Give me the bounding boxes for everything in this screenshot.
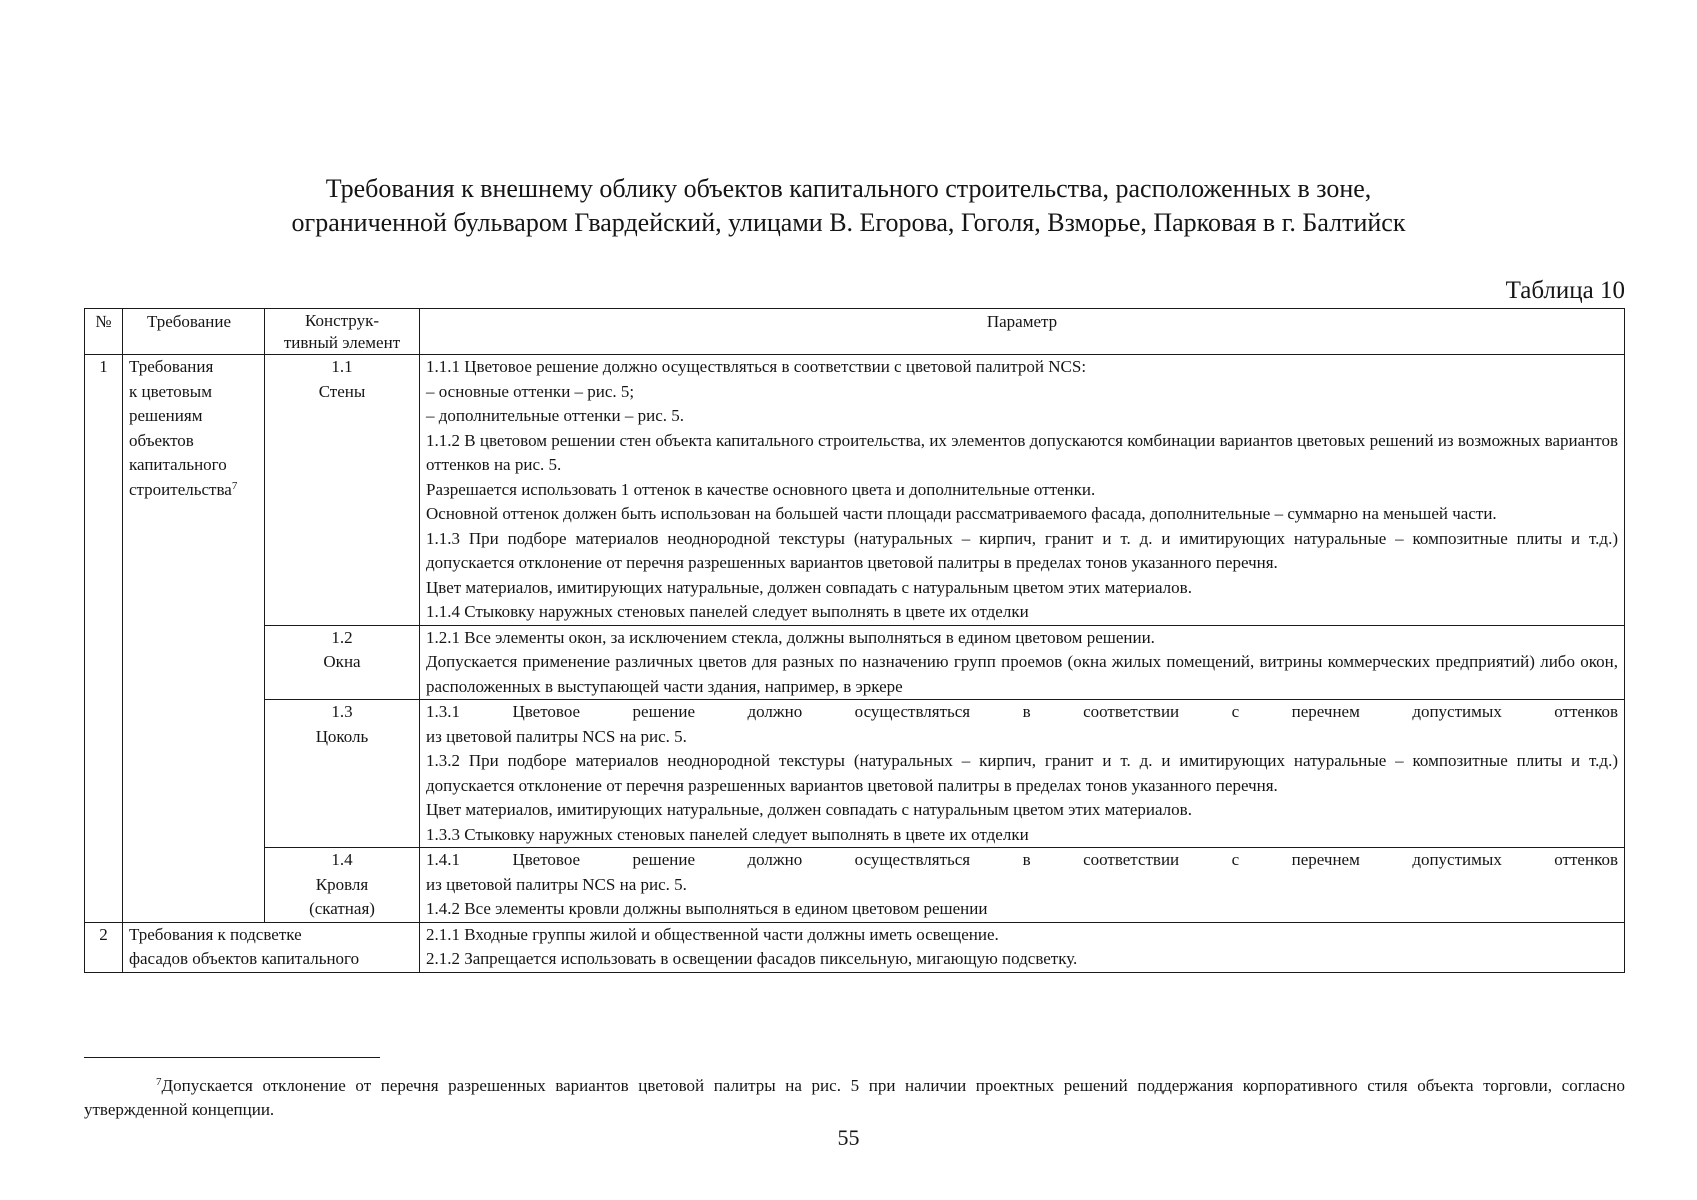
header-parameter: Параметр — [420, 309, 1625, 355]
parameter-lighting — [420, 922, 1625, 972]
parameter-windows — [420, 625, 1625, 700]
parameter-paragraph: Допускается применение различных цветов для разных по назначению групп проемов (окна жилых помещений, витрины коммерческих предприятий) либо окон, расположенных в выступающей части здания, например, в эркере — [426, 652, 1618, 696]
parameter-paragraph: Цвет материалов, имитирующих натуральные, должен совпадать с натуральным цветом этих материалов. — [426, 577, 1192, 597]
table-row — [85, 922, 1625, 972]
footnote-text: Допускается отклонение от перечня разрешенных вариантов цветовой палитры на рис. 5 при наличии проектных решений поддержания корпоративного стиля объекта торговли, согласно утвержденной концепции. — [84, 1076, 1625, 1119]
requirement-line-text: строительства — [129, 479, 232, 499]
parameter-roof — [420, 848, 1625, 923]
parameter-paragraph: 1.3.1 Цветовое решение должно осуществляться в соответствии с перечнем допустимых оттенков — [426, 702, 1618, 721]
requirement-line: Требования — [129, 357, 214, 376]
requirements-table — [84, 308, 1625, 973]
table-row — [85, 355, 1625, 626]
parameter-paragraph: 1.1.3 При подборе материалов неоднородной текстуры (натуральных – кирпич, гранит и т. д. и имитирующих натуральные – композитные плиты и т.д.) допускается отклонение от перечня разрешенных вариантов цветовой палитры в пределах тонов указанного перечня. — [426, 528, 1618, 572]
parameter-paragraph: 2.1.1 Входные группы жилой и общественной части должны иметь освещение. — [426, 924, 999, 944]
table-label: Таблица 10 — [1505, 277, 1625, 304]
parameter-paragraph: 1.3.3 Стыковку наружных стеновых панелей следует выполнять в цвете их отделки — [426, 824, 1029, 844]
footnote-ref[interactable]: 7 — [231, 479, 238, 492]
row-number: 1 — [85, 355, 123, 923]
requirement-line: к цветовым — [129, 381, 212, 401]
requirement-line: Требования к подсветке — [129, 924, 302, 944]
table-row — [85, 848, 1625, 923]
table-header-row — [85, 309, 1625, 355]
row-number: 2 — [85, 922, 123, 972]
element-plinth: 1.3 Цоколь — [265, 700, 420, 848]
table-row — [85, 700, 1625, 848]
row-requirement — [123, 355, 265, 923]
parameter-paragraph: 1.1.1 Цветовое решение должно осуществляться в соответствии с цветовой палитрой NCS: — [426, 357, 1087, 376]
parameter-paragraph: 1.2.1 Все элементы окон, за исключением стекла, должны выполняться в едином цветовом решении. — [426, 627, 1155, 647]
requirement-line: фасадов объектов капитального — [129, 949, 360, 968]
title-line-1: Требования к внешнему облику объектов капитального строительства, расположенных в зоне, — [325, 174, 1372, 203]
parameter-paragraph: Цвет материалов, имитирующих натуральные, должен совпадать с натуральным цветом этих материалов. — [426, 800, 1192, 819]
header-requirement: Требование — [123, 309, 265, 355]
parameter-walls — [420, 355, 1625, 626]
parameter-paragraph: 2.1.2 Запрещается использовать в освещении фасадов пиксельную, мигающую подсветку. — [426, 949, 1078, 968]
footnote-marker: 7 — [156, 1076, 162, 1088]
footnote-divider — [84, 1057, 380, 1058]
parameter-plinth — [420, 700, 1625, 848]
parameter-paragraph: 1.1.2 В цветовом решении стен объекта капитального строительства, их элементов допускаются комбинации вариантов цветовых решений из возможных вариантов оттенков на рис. 5. — [426, 430, 1618, 474]
element-windows: 1.2 Окна — [265, 625, 420, 700]
requirement-line — [129, 478, 258, 503]
parameter-paragraph: Разрешается использовать 1 оттенок в качестве основного цвета и дополнительные оттенки. — [426, 479, 1096, 499]
parameter-paragraph: – дополнительные оттенки – рис. 5. — [426, 406, 685, 425]
page-title — [0, 172, 1697, 240]
parameter-paragraph: 1.1.4 Стыковку наружных стеновых панелей следует выполнять в цвете их отделки — [426, 602, 1029, 621]
requirement-line: решениям — [129, 406, 203, 425]
parameter-paragraph: из цветовой палитры NCS на рис. 5. — [426, 874, 687, 894]
requirement-line: капитального — [129, 455, 227, 474]
parameter-paragraph: 1.4.1 Цветовое решение должно осуществляться в соответствии с перечнем допустимых оттенков — [426, 850, 1618, 869]
parameter-paragraph: – основные оттенки – рис. 5; — [426, 381, 635, 401]
parameter-paragraph: из цветовой палитры NCS на рис. 5. — [426, 726, 687, 746]
parameter-paragraph: 1.3.2 При подборе материалов неоднородной текстуры (натуральных – кирпич, гранит и т. д. и имитирующих натуральные – композитные плиты и т.д.) допускается отклонение от перечня разрешенных вариантов цветовой палитры в пределах тонов указанного перечня. — [426, 751, 1618, 795]
parameter-paragraph: 1.4.2 Все элементы кровли должны выполняться в едином цветовом решении — [426, 899, 988, 918]
parameter-paragraph: Основной оттенок должен быть использован на большей части площади рассматриваемого фасада, дополнительные – суммарно на меньшей части. — [426, 504, 1497, 523]
footnote — [84, 1074, 1625, 1122]
page-number: 55 — [837, 1125, 860, 1150]
header-num: № — [85, 309, 123, 355]
header-element: Конструк- тивный элемент — [265, 309, 420, 355]
table-row — [85, 625, 1625, 700]
row-requirement — [123, 922, 420, 972]
requirement-line: объектов — [129, 430, 194, 450]
element-roof: 1.4 Кровля (скатная) — [265, 848, 420, 923]
title-line-2: ограниченной бульваром Гвардейский, улицами В. Егорова, Гоголя, Взморье, Парковая в г. Балтийск — [291, 208, 1406, 237]
element-walls: 1.1 Стены — [265, 355, 420, 626]
